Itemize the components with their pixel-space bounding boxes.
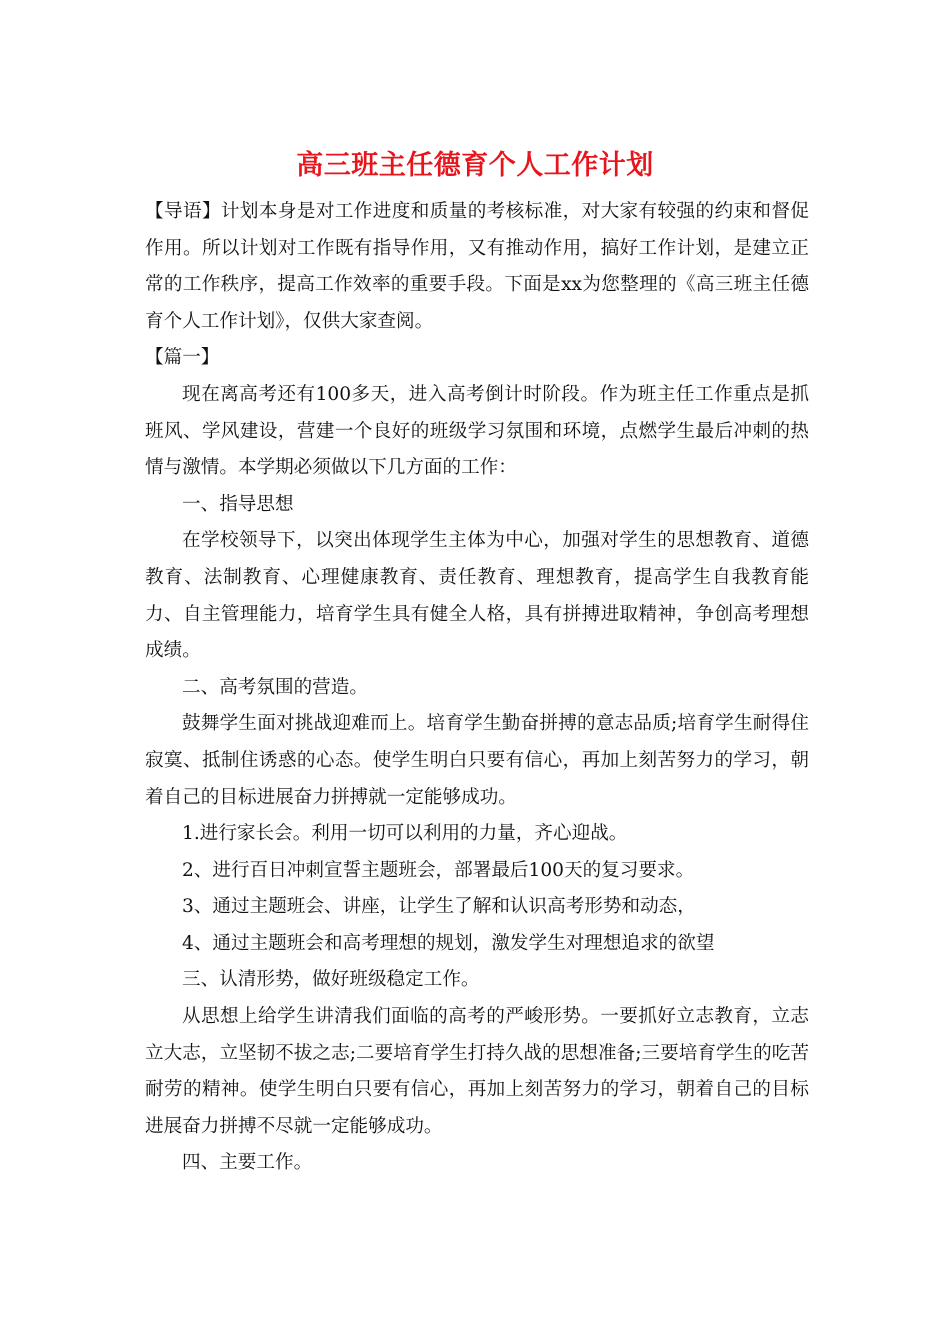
body-paragraph: 从思想上给学生讲清我们面临的高考的严峻形势。一要抓好立志教育，立志立大志，立坚韧不拔之志;二要培育学生打持久战的思想准备;三要培育学生的吃苦耐劳的精神。使学生明白只要有信心，再加上刻苦努力的学习，朝着自己的目标进展奋力拼搏不尽就一定能够成功。 [145,1006,809,1137]
list-item: 1.进行家长会。利用一切可以利用的力量，齐心迎战。 [182,823,628,845]
list-item: 3、通过主题班会、讲座，让学生了解和认识高考形势和动态， [182,896,696,918]
body-paragraph: 现在离高考还有100多天，进入高考倒计时阶段。作为班主任工作重点是抓班风、学风建设，营建一个良好的班级学习氛围和环境，点燃学生最后冲刺的热情与激情。本学期必须做以下几方面的工作： [145,383,809,479]
section-heading: 四、主要工作。 [182,1152,313,1174]
section-heading: 三、认清形势，做好班级稳定工作。 [182,969,480,991]
section-heading: 二、高考氛围的营造。 [182,676,368,698]
section-heading: 一、指导思想 [182,493,294,515]
document-title: 高三班主任德育个人工作计划 [296,150,654,181]
body-paragraph: 在学校领导下，以突出体现学生主体为中心，加强对学生的思想教育、道德教育、法制教育、心理健康教育、责任教育、理想教育，提高学生自我教育能力、自主管理能力，培育学生具有健全人格，具有拼搏进取精神，争创高考理想成绩。 [145,530,809,662]
document-body [145,194,809,1182]
section-label: 【篇一】 [145,347,220,369]
intro-paragraph: 【导语】计划本身是对工作进度和质量的考核标准，对大家有较强的约束和督促作用。所以计划对工作既有指导作用，又有推动作用，搞好工作计划，是建立正常的工作秩序，提高工作效率的重要手段。下面是xx为您整理的《高三班主任德育个人工作计划》，仅供大家查阅。 [145,201,809,332]
list-item: 2、进行百日冲刺宣誓主题班会，部署最后100天的复习要求。 [182,859,695,881]
body-paragraph: 鼓舞学生面对挑战迎难而上。培育学生勤奋拼搏的意志品质;培育学生耐得住寂寞、抵制住诱惑的心态。使学生明白只要有信心，再加上刻苦努力的学习，朝着自己的目标进展奋力拼搏就一定能够成功。 [145,713,809,808]
list-item: 4、通过主题班会和高考理想的规划，激发学生对理想追求的欲望 [182,932,715,954]
